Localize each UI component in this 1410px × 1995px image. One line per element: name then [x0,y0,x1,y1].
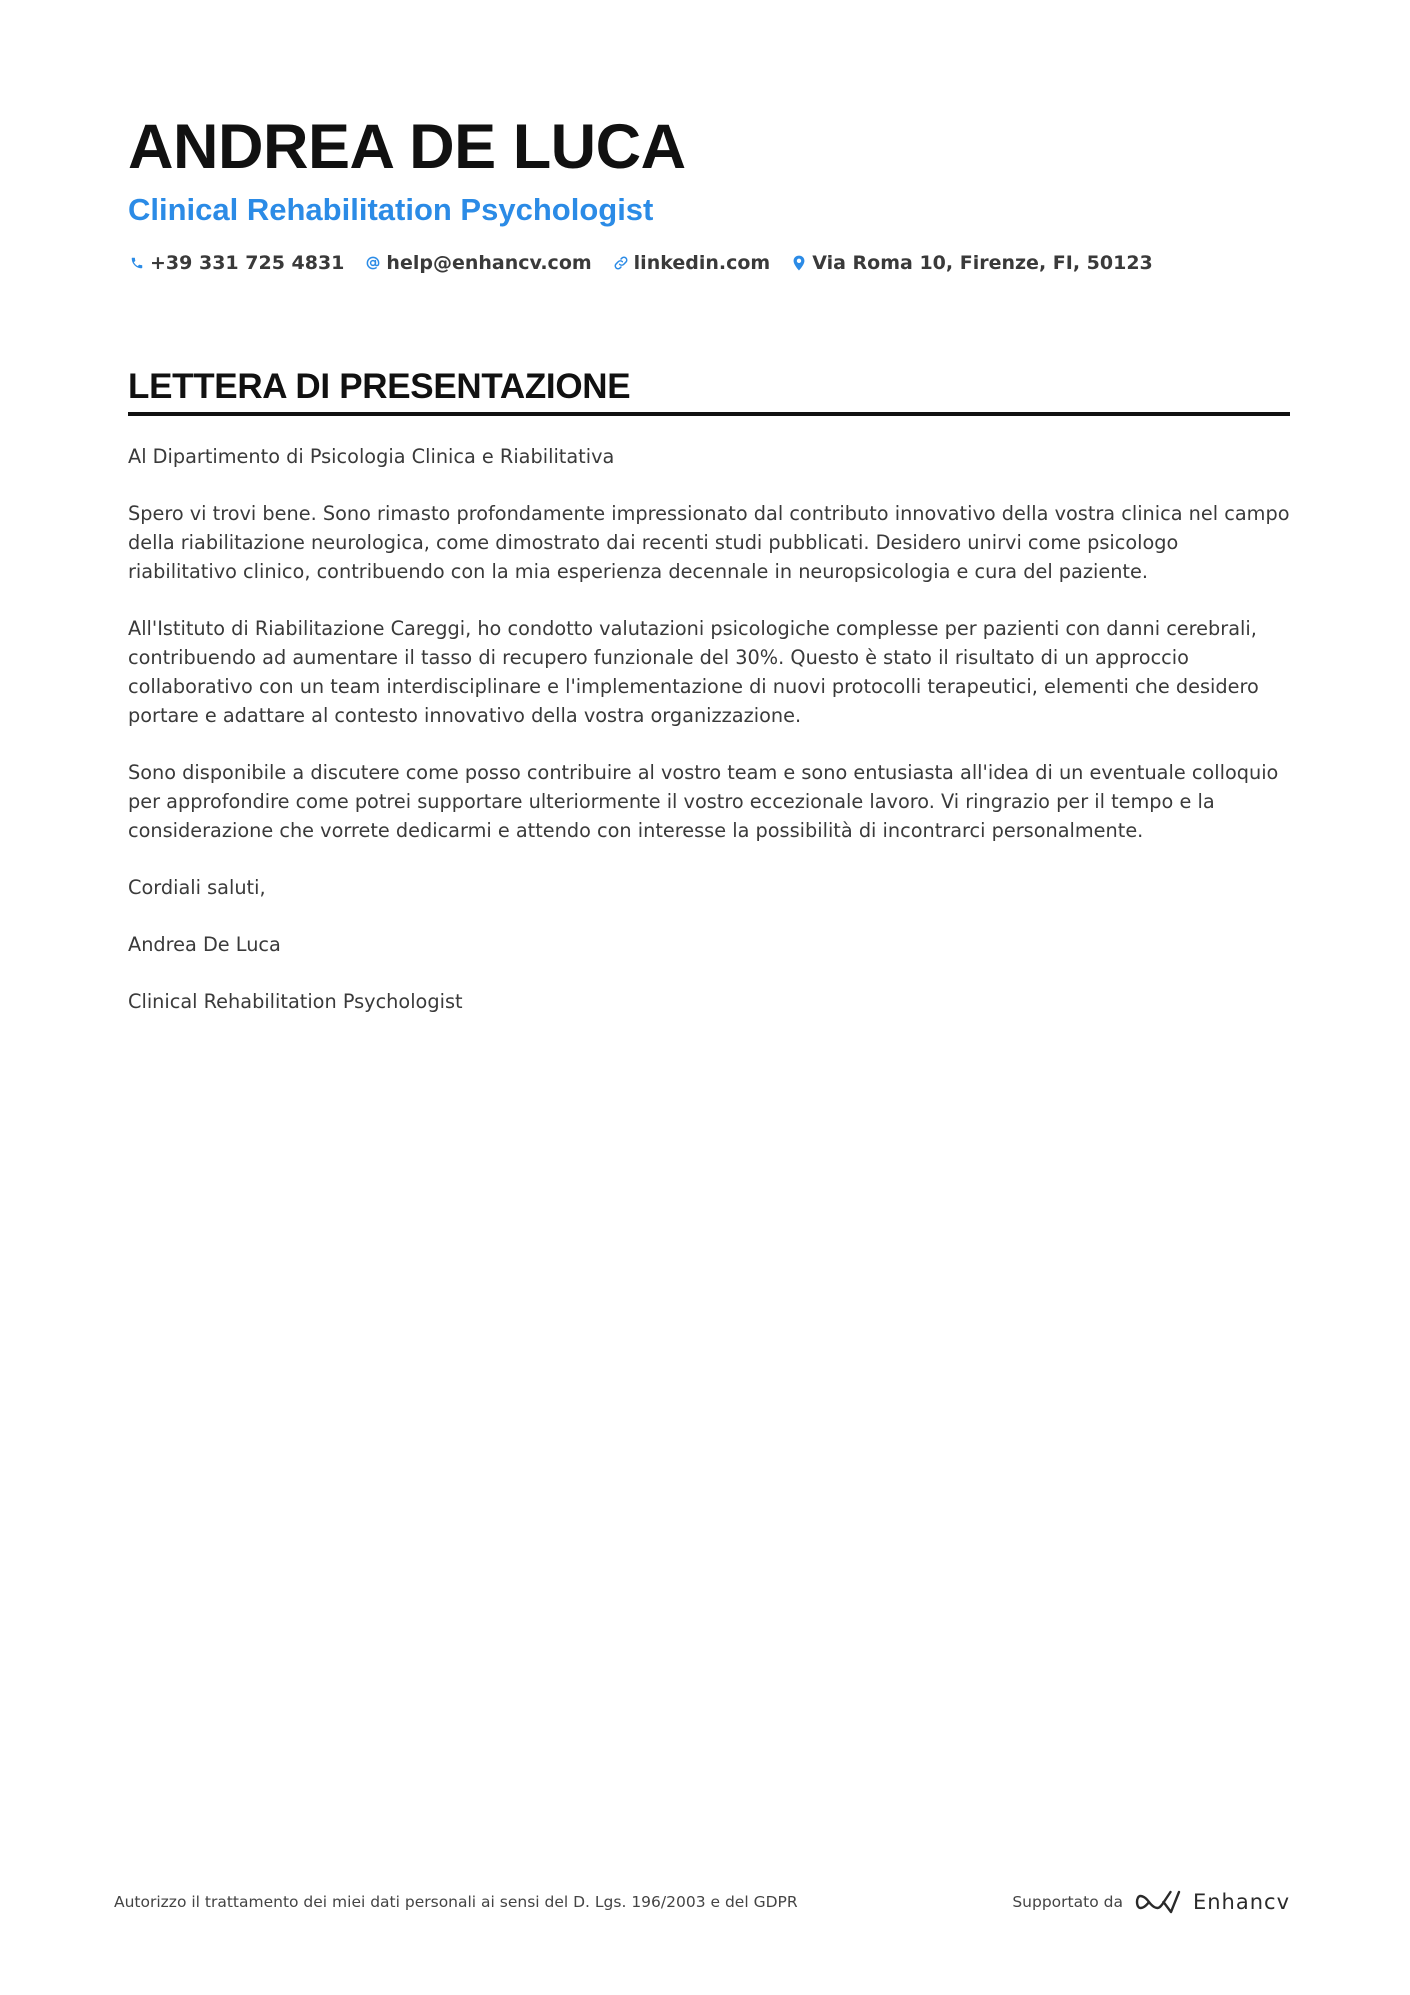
cover-letter-page [128,110,1290,1044]
candidate-name: ANDREA DE LUCA [128,112,686,182]
location-pin-icon [790,254,808,272]
letter-body [128,442,1290,1016]
powered-by-label: Supportato da [1012,1893,1123,1911]
phone-icon [128,254,146,272]
address-text: Via Roma 10, Firenze, FI, 50123 [812,252,1153,274]
brand-name: Enhancv [1192,1890,1290,1914]
contact-bar [128,252,1290,274]
letter-closing: Cordiali saluti, [128,876,266,899]
privacy-consent-text: Autorizzo il trattamento dei miei dati personali ai sensi del D. Lgs. 196/2003 e del GDPR [114,1893,798,1911]
candidate-job-title: Clinical Rehabilitation Psychologist [128,192,654,227]
powered-by[interactable] [1012,1890,1290,1914]
contact-linkedin[interactable] [612,252,771,274]
at-icon [364,254,382,272]
enhancv-logo-icon [1135,1890,1181,1914]
contact-email[interactable] [364,252,591,274]
contact-address [790,252,1153,274]
signature-name: Andrea De Luca [128,933,281,956]
contact-phone[interactable] [128,252,344,274]
section-divider [128,412,1290,416]
email-text: help@enhancv.com [386,252,592,274]
page-footer [114,1890,1290,1914]
signature-title: Clinical Rehabilitation Psychologist [128,990,463,1013]
letter-paragraph: All'Istituto di Riabilitazione Careggi, ho condotto valutazioni psicologiche complesse per pazienti con danni cerebrali, contribuendo ad aumentare il tasso di recupero funzionale del 30%. Questo è stato il risultato di un approccio collaborativo con un team interdisciplinare e l'implementazione di nuovi protocolli terapeutici, elementi che desidero portare e adattare al contesto innovativo della vostra organizzazione. [128,617,1259,727]
phone-text: +39 331 725 4831 [150,252,345,274]
linkedin-text: linkedin.com [633,252,771,274]
link-icon [612,254,630,272]
section-title: LETTERA DI PRESENTAZIONE [128,367,631,406]
letter-recipient: Al Dipartimento di Psicologia Clinica e Riabilitativa [128,445,615,468]
letter-paragraph: Sono disponibile a discutere come posso contribuire al vostro team e sono entusiasta all'idea di un eventuale colloquio per approfondire come potrei supportare ulteriormente il vostro eccezionale lavoro. Vi ringrazio per il tempo e la considerazione che vorrete dedicarmi e attendo con interesse la possibilità di incontrarci personalmente. [128,761,1279,842]
letter-paragraph: Spero vi trovi bene. Sono rimasto profondamente impressionato dal contributo innovativo della vostra clinica nel campo della riabilitazione neurologica, come dimostrato dai recenti studi pubblicati. Desidero unirvi come psicologo riabilitativo clinico, contribuendo con la mia esperienza decennale in neuropsicologia e cura del paziente. [128,502,1290,583]
